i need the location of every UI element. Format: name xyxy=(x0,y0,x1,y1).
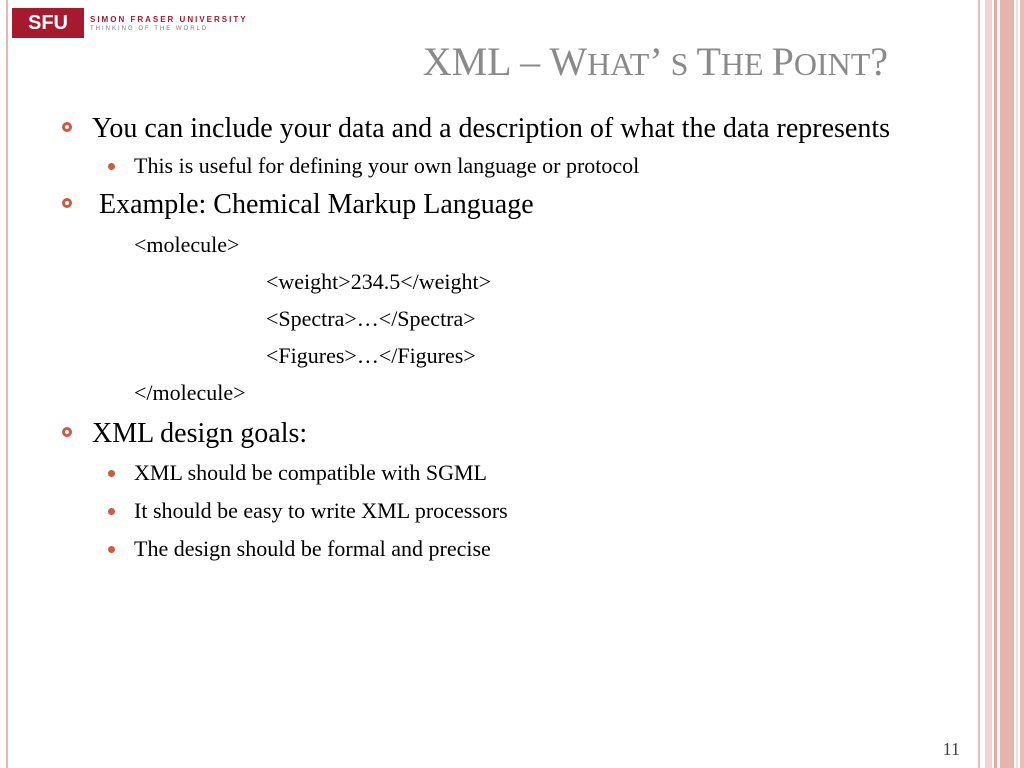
bullet-item xyxy=(62,417,892,451)
bullet-text: You can include your data and a description of what the data represents xyxy=(92,113,891,144)
sub-bullet-item xyxy=(62,459,892,487)
sub-bullet-text: XML should be compatible with SGML xyxy=(134,460,487,485)
sub-bullet-text: The design should be formal and precise xyxy=(134,536,491,561)
code-line: <Figures>…</Figures> xyxy=(266,343,476,368)
code-line: </molecule> xyxy=(134,380,246,405)
sub-bullet-item xyxy=(62,535,892,563)
dot-bullet-icon xyxy=(108,470,115,477)
decorative-stripes xyxy=(978,0,1024,768)
title-segment: ? xyxy=(870,39,888,84)
bullet-item xyxy=(62,112,892,146)
dot-bullet-icon xyxy=(108,508,115,515)
dot-bullet-icon xyxy=(108,546,115,553)
code-line: <weight>234.5</weight> xyxy=(266,269,491,294)
title-segment: S xyxy=(662,46,697,82)
page-number: 11 xyxy=(942,739,960,759)
stripe xyxy=(985,0,992,768)
sub-bullet-text: This is useful for defining your own language or protocol xyxy=(134,153,640,178)
logo-tagline: THINKING OF THE WORLD xyxy=(90,25,209,32)
stripe xyxy=(994,0,997,768)
ring-bullet-icon xyxy=(62,427,72,437)
stripe xyxy=(978,0,980,768)
bullet-item xyxy=(62,188,892,222)
title-segment: ’ xyxy=(649,39,663,84)
stripe xyxy=(1000,0,1014,768)
logo-wordmark xyxy=(90,15,248,32)
sub-bullet-item xyxy=(62,497,892,525)
title-segment: XML – W xyxy=(422,39,588,84)
left-accent-rule xyxy=(6,0,8,768)
slide-body xyxy=(62,112,892,563)
sub-bullet-item xyxy=(62,152,892,180)
code-line: <molecule> xyxy=(134,232,240,257)
title-segment: P xyxy=(771,39,794,84)
dot-bullet-icon xyxy=(108,163,115,170)
slide-title xyxy=(423,38,888,85)
ring-bullet-icon xyxy=(62,122,72,132)
title-segment: HAT xyxy=(587,46,650,82)
code-example xyxy=(62,226,892,411)
logo-mark: SFU xyxy=(12,8,84,38)
logo-university-name: SIMON FRASER UNIVERSITY xyxy=(90,14,248,24)
title-segment: OINT xyxy=(793,46,871,82)
sfu-logo xyxy=(12,8,248,38)
title-segment: T xyxy=(696,39,721,84)
sub-bullet-text: It should be easy to write XML processors xyxy=(134,498,508,523)
stripe xyxy=(1020,0,1024,768)
title-segment: HE xyxy=(720,46,772,82)
ring-bullet-icon xyxy=(62,198,72,208)
bullet-text: XML design goals: xyxy=(92,418,308,449)
code-line: <Spectra>…</Spectra> xyxy=(266,306,476,331)
bullet-text: Example: Chemical Markup Language xyxy=(92,189,534,220)
stripe xyxy=(1016,0,1018,768)
